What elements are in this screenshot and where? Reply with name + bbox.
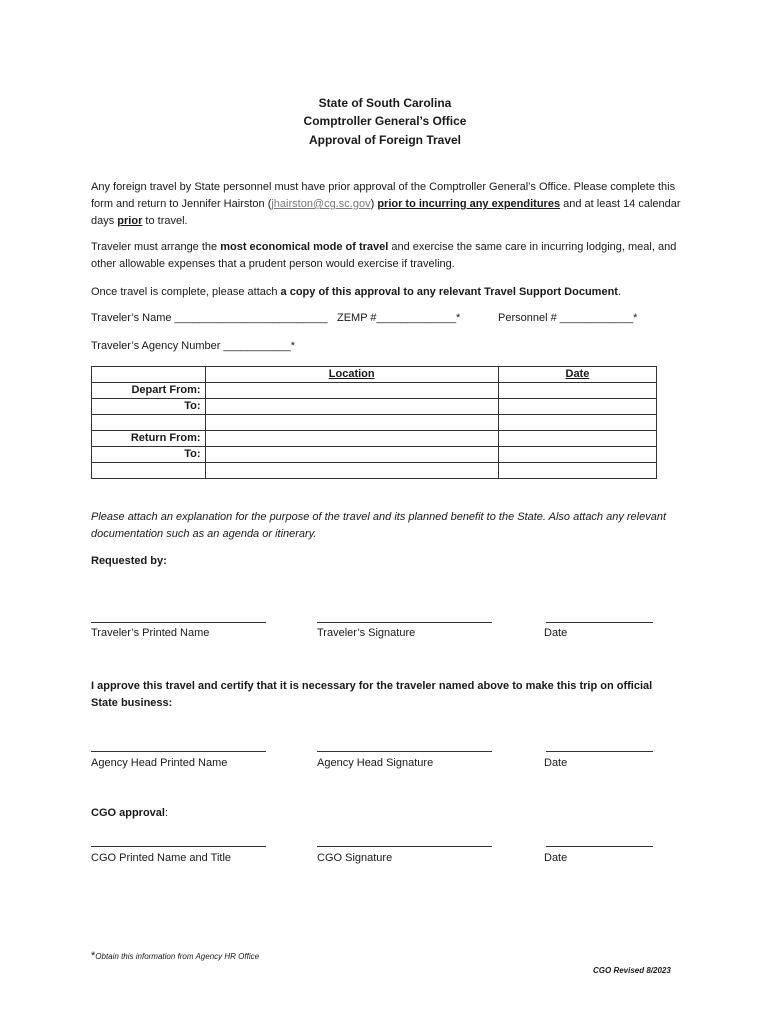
zemp-field[interactable]: ZEMP #_____________* xyxy=(337,312,461,324)
attach-note: Once travel is complete, please attach a copy of this approval to any relevant Travel Support Document. xyxy=(91,286,622,298)
requested-by-heading: Requested by: xyxy=(91,555,167,567)
agency-head-printed-name-label: Agency Head Printed Name xyxy=(91,757,228,769)
intro-bold-word: prior xyxy=(117,215,143,227)
approval-statement: I approve this travel and certify that it is necessary for the traveler named above to make this trip on official State business: xyxy=(91,680,653,709)
cgo-approval-heading: CGO approval: xyxy=(91,807,169,819)
table-row xyxy=(92,463,657,479)
table-row xyxy=(92,415,657,431)
cgo-printed-name-label: CGO Printed Name and Title xyxy=(91,852,232,864)
agency-head-signature-line[interactable] xyxy=(317,751,492,752)
table-corner xyxy=(92,367,206,383)
table-header-row xyxy=(92,367,657,383)
location-cell[interactable] xyxy=(205,415,498,431)
cgo-signature-line[interactable] xyxy=(317,846,492,847)
date-cell[interactable] xyxy=(498,447,656,463)
agency-head-date-line[interactable] xyxy=(546,751,653,752)
traveler-signature-label: Traveler’s Signature xyxy=(317,627,416,639)
date-cell[interactable] xyxy=(498,463,656,479)
cgo-signature-label: CGO Signature xyxy=(317,852,393,864)
location-cell[interactable] xyxy=(205,399,498,415)
date-cell[interactable] xyxy=(498,415,656,431)
table-row xyxy=(92,447,657,463)
intro-paragraph: Any foreign travel by State personnel must have prior approval of the Comptroller General’s Office. Please complete this form and return to Jennifer Hairston (jhairston@cg.sc.gov) prior to incurring any expenditures and at least 14 calendar days prior to travel. xyxy=(91,181,681,227)
cgo-printed-name-line[interactable] xyxy=(91,846,266,847)
traveler-name-field[interactable]: Traveler’s Name _________________________ xyxy=(91,312,328,324)
header-office: Comptroller General’s Office xyxy=(303,114,467,128)
traveler-printed-name-label: Traveler’s Printed Name xyxy=(91,627,210,639)
table-row xyxy=(92,383,657,399)
agency-number-field[interactable]: Traveler’s Agency Number ___________* xyxy=(91,340,296,352)
date-cell[interactable] xyxy=(498,399,656,415)
row-label xyxy=(92,415,206,431)
traveler-signature-line[interactable] xyxy=(317,622,492,623)
agency-head-date-label: Date xyxy=(544,757,568,769)
email-link[interactable]: jhairston@cg.sc.gov xyxy=(271,198,371,210)
footnote: *Obtain this information from Agency HR Office xyxy=(91,950,260,962)
row-label: To: xyxy=(92,447,206,463)
table-row xyxy=(92,399,657,415)
agency-head-signature-label: Agency Head Signature xyxy=(317,757,434,769)
economy-paragraph: Traveler must arrange the most economical mode of travel and exercise the same care in incurring lodging, meal, and other allowable expenses that a prudent person would exercise if traveling. xyxy=(91,241,677,270)
cgo-date-line[interactable] xyxy=(546,846,653,847)
row-label: To: xyxy=(92,399,206,415)
location-cell[interactable] xyxy=(205,463,498,479)
location-cell[interactable] xyxy=(205,447,498,463)
explanation-note: Please attach an explanation for the purpose of the travel and its planned benefit to the State. Also attach any relevant documentation such as an agenda or itinerary. xyxy=(91,511,667,540)
cgo-date-label: Date xyxy=(544,852,568,864)
column-header-location: Location xyxy=(205,367,498,383)
column-header-date: Date xyxy=(498,367,656,383)
row-label xyxy=(92,463,206,479)
intro-bold-phrase: prior to incurring any expenditures xyxy=(377,198,561,210)
header-state: State of South Carolina xyxy=(318,96,452,110)
personnel-field[interactable]: Personnel # ____________* xyxy=(498,312,638,324)
date-cell[interactable] xyxy=(498,431,656,447)
revision-label: CGO Revised 8/2023 xyxy=(593,966,671,975)
traveler-printed-name-line[interactable] xyxy=(91,622,266,623)
traveler-date-label: Date xyxy=(544,627,568,639)
row-label: Return From: xyxy=(92,431,206,447)
travel-table xyxy=(91,366,657,479)
traveler-date-line[interactable] xyxy=(546,622,653,623)
page-title: Approval of Foreign Travel xyxy=(308,133,462,147)
location-cell[interactable] xyxy=(205,431,498,447)
table-row xyxy=(92,431,657,447)
agency-head-printed-name-line[interactable] xyxy=(91,751,266,752)
date-cell[interactable] xyxy=(498,383,656,399)
location-cell[interactable] xyxy=(205,383,498,399)
row-label: Depart From: xyxy=(92,383,206,399)
